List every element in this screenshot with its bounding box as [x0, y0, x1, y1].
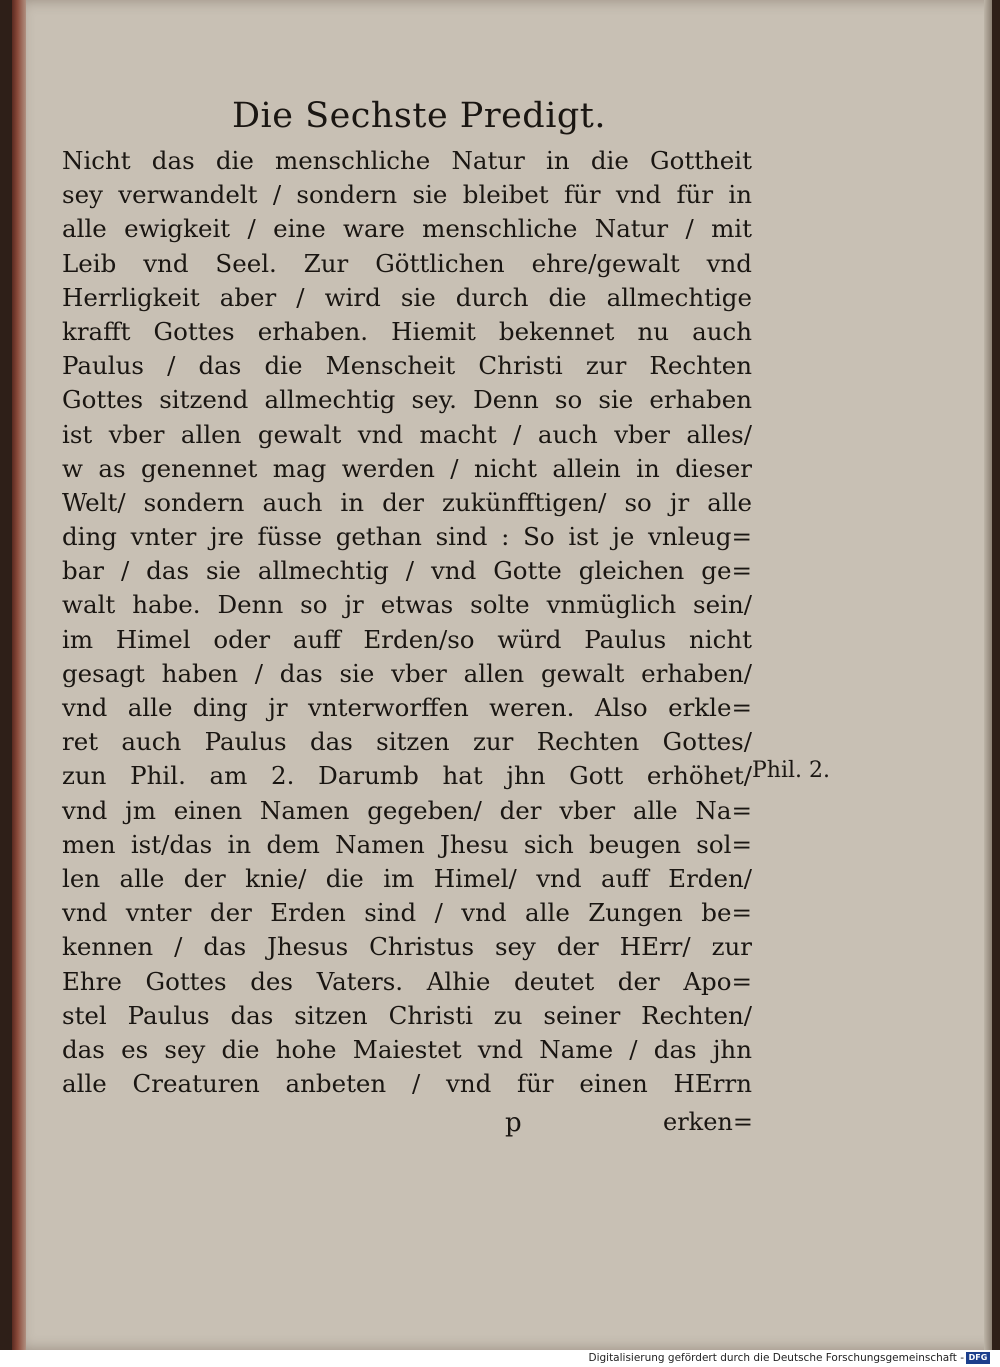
text-line: das es sey die hohe Maiestet vnd Name / das jhn: [62, 1034, 752, 1064]
footer-credit: Digitalisierung gefördert durch die Deutsche Forschungsgemeinschaft -: [588, 1352, 964, 1364]
text-line: vnd alle ding jr vnterworffen weren. Also erkle=: [62, 693, 752, 722]
text-line: vnd jm einen Namen gegeben/ der vber alle Na=: [62, 795, 752, 825]
text-line: Ehre Gottes des Vaters. Alhie deutet der Apo=: [62, 966, 752, 996]
text-line: Leib vnd Seel. Zur Göttlichen ehre/gewalt vnd: [62, 248, 752, 278]
page-edge: [984, 0, 992, 1350]
text-line: alle Creaturen anbeten / vnd für einen HErrn: [62, 1069, 752, 1099]
text-line: Nicht das die menschliche Natur in die Gottheit: [62, 146, 752, 175]
text-line: alle ewigkeit / eine ware menschliche Natur / mit: [62, 214, 752, 244]
text-line: Welt/ sondern auch in der zukünfftigen/ so jr alle: [62, 487, 752, 517]
text-line: men ist/das in dem Namen Jhesu sich beugen sol=: [62, 829, 752, 859]
text-line: Herrligkeit aber / wird sie durch die allmechtige: [62, 282, 752, 312]
text-line: stel Paulus das sitzen Christi zu seiner Rechten/: [62, 1000, 752, 1030]
text-line: vnd vnter der Erden sind / vnd alle Zungen be=: [62, 898, 752, 928]
text-line: Paulus / das die Menscheit Christi zur Rechten: [62, 351, 752, 381]
text-line: krafft Gottes erhaben. Hiemit bekennet nu auch: [62, 316, 752, 346]
text-line: ding vnter jre füsse gethan sind : So ist je vnleug=: [62, 522, 752, 552]
text-line: im Himel oder auff Erden/so würd Paulus nicht: [62, 624, 752, 654]
marginal-note: Phil. 2.: [752, 758, 831, 783]
text-line: bar / das sie allmechtig / vnd Gotte gleichen ge=: [62, 556, 752, 586]
book-spine: [12, 0, 26, 1350]
text-line: zun Phil. am 2. Darumb hat jhn Gott erhöhet/: [62, 761, 752, 791]
text-line: Gottes sitzend allmechtig sey. Denn so sie erhaben: [62, 385, 752, 415]
text-line: gesagt haben / das sie vber allen gewalt erhaben/: [62, 658, 752, 688]
text-line: ist vber allen gewalt vnd macht / auch vber alles/: [62, 419, 752, 449]
text-line: w as genennet mag werden / nicht allein in dieser: [62, 453, 752, 483]
text-line: len alle der knie/ die im Himel/ vnd auff Erden/: [62, 863, 752, 893]
text-line: ret auch Paulus das sitzen zur Rechten Gottes/: [62, 727, 752, 757]
dfg-logo: DFG: [966, 1352, 990, 1364]
running-head: Die Sechste Predigt.: [232, 96, 606, 136]
body-text: [62, 144, 752, 1101]
signature-mark: p: [505, 1108, 522, 1138]
catchword: erken=: [663, 1108, 753, 1136]
text-line: walt habe. Denn so jr etwas solte vnmüglich sein/: [62, 590, 752, 620]
text-line: sey verwandelt / sondern sie bleibet für vnd für in: [62, 180, 752, 210]
text-line: kennen / das Jhesus Christus sey der HErr/ zur: [62, 932, 752, 962]
